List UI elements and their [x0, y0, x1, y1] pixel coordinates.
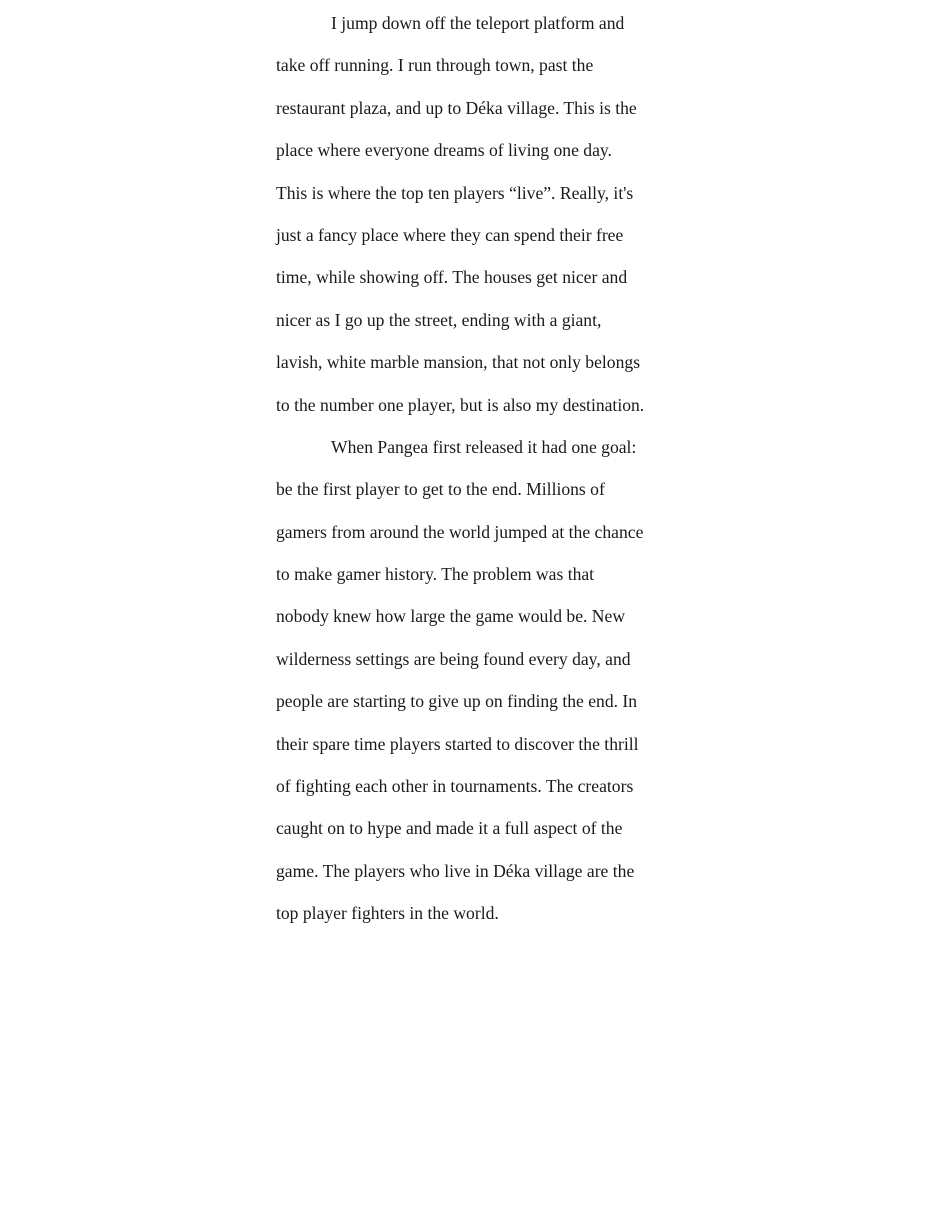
text-line: place where everyone dreams of living one day.	[276, 140, 612, 161]
text-line: people are starting to give up on finding the end. In	[276, 691, 638, 712]
body-text	[276, 2, 676, 935]
text-line: their spare time players started to discover the thrill	[276, 733, 639, 754]
text-line: of fighting each other in tournaments. The creators	[276, 776, 634, 797]
text-line: game. The players who live in Déka village are the	[276, 860, 635, 881]
paragraph	[276, 426, 676, 935]
text-line: be the first player to get to the end. Millions of	[276, 479, 605, 500]
text-line: nicer as I go up the street, ending with a giant,	[276, 309, 602, 330]
text-line: top player fighters in the world.	[276, 903, 499, 924]
text-line: time, while showing off. The houses get nicer and	[276, 267, 628, 288]
text-line: caught on to hype and made it a full aspect of the	[276, 818, 623, 839]
text-line: wilderness settings are being found every day, and	[276, 648, 631, 669]
text-line: to make gamer history. The problem was that	[276, 564, 595, 585]
text-line: take off running. I run through town, past the	[276, 55, 594, 76]
text-line: When Pangea first released it had one goal:	[331, 436, 637, 457]
text-line: I jump down off the teleport platform and	[331, 13, 625, 33]
text-line: to the number one player, but is also my destination.	[276, 394, 645, 415]
text-line: just a fancy place where they can spend their free	[276, 224, 624, 245]
text-line: lavish, white marble mansion, that not only belongs	[276, 352, 641, 373]
text-line: This is where the top ten players “live”. Really, it's	[276, 182, 634, 203]
text-line: gamers from around the world jumped at the chance	[276, 521, 644, 542]
text-line: restaurant plaza, and up to Déka village. This is the	[276, 97, 637, 118]
text-line: nobody knew how large the game would be. New	[276, 606, 626, 627]
paragraph	[276, 2, 676, 426]
